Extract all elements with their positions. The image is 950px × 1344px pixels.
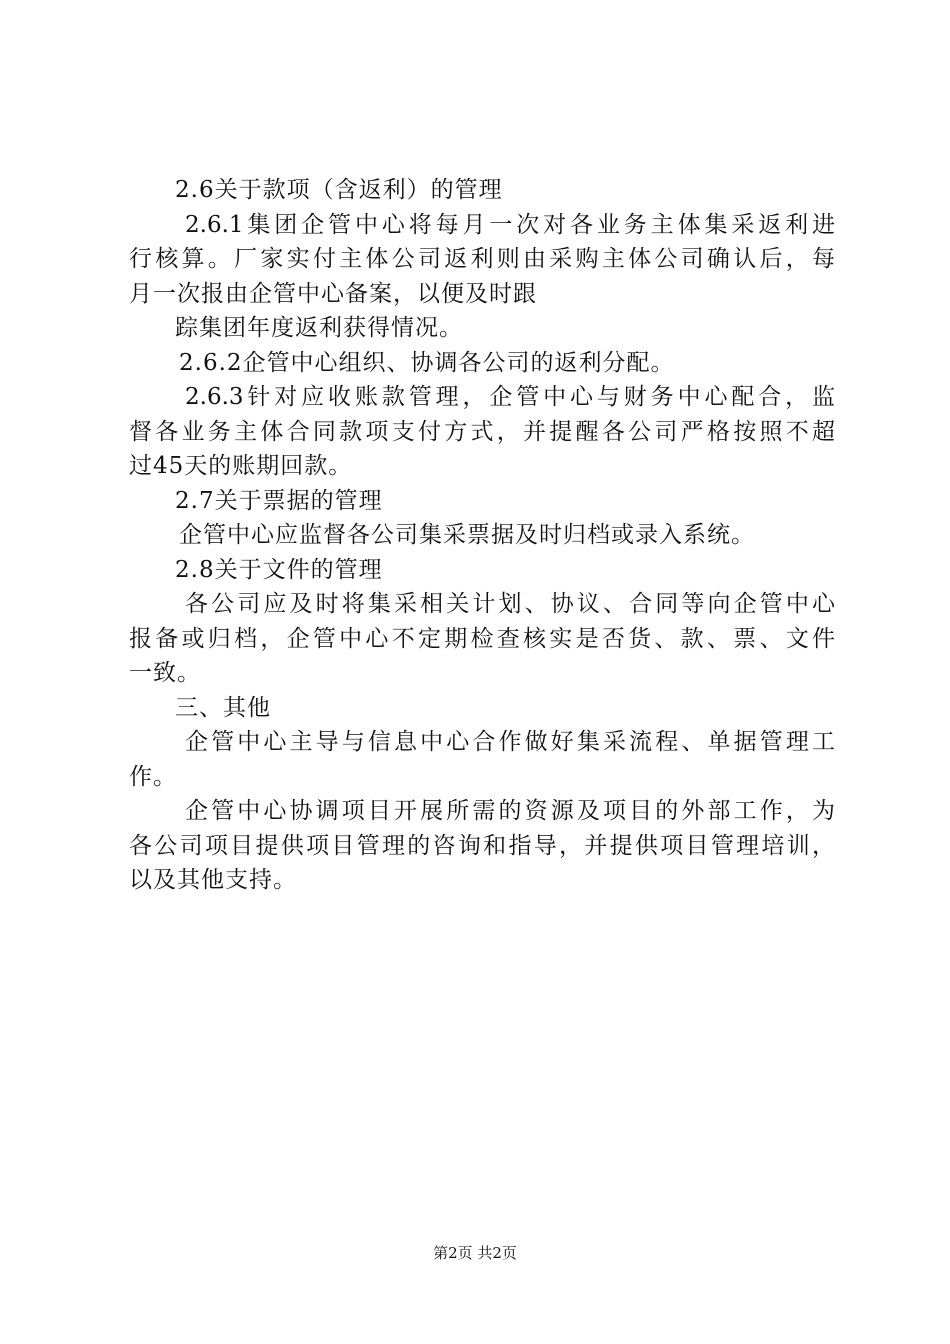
- paragraph-line: 企管中心应监督各公司集采票据及时归档或录入系统。: [179, 522, 755, 548]
- paragraph-line: 作。: [129, 763, 177, 790]
- paragraph-line: 各公司应及时将集采相关计划、协议、合同等向企管中心: [185, 591, 835, 617]
- paragraph-line: 督各业务主体合同款项支付方式，并提醒各公司严格按照不超: [129, 418, 835, 445]
- section-heading-2-7: 2.7关于票据的管理: [175, 487, 383, 514]
- paragraph-line: 企管中心协调项目开展所需的资源及项目的外部工作，为: [185, 798, 835, 824]
- section-heading-other: 三、其他: [175, 694, 271, 721]
- paragraph-line: 一致。: [129, 660, 201, 686]
- section-heading-2-6: 2.6关于款项（含返利）的管理: [175, 177, 503, 203]
- paragraph-line: 月一次报由企管中心备案，以便及时跟: [129, 280, 537, 307]
- section-heading-2-8: 2.8关于文件的管理: [175, 556, 383, 583]
- paragraph-line: 2.6.2企管中心组织、协调各公司的返利分配。: [179, 349, 675, 376]
- paragraph-line: 2.6.1集团企管中心将每月一次对各业务主体集采返利进: [185, 211, 835, 238]
- paragraph-line: 2.6.3针对应收账款管理，企管中心与财务中心配合，监: [185, 384, 835, 410]
- paragraph-line: 报备或归档，企管中心不定期检查核实是否货、款、票、文件: [129, 625, 835, 652]
- paragraph-line: 行核算。厂家实付主体公司返利则由采购主体公司确认后，每: [129, 246, 835, 272]
- paragraph-line: 以及其他支持。: [129, 867, 297, 893]
- paragraph-line: 企管中心主导与信息中心合作做好集采流程、单据管理工: [185, 729, 835, 755]
- document-body: [129, 173, 835, 898]
- paragraph-line: 过45天的账期回款。: [129, 453, 353, 479]
- paragraph-line: 各公司项目提供项目管理的咨询和指导，并提供项目管理培训，: [129, 832, 835, 859]
- page-number-footer: 第2页 共2页: [433, 1244, 517, 1262]
- paragraph-line: 踪集团年度返利获得情况。: [175, 315, 463, 341]
